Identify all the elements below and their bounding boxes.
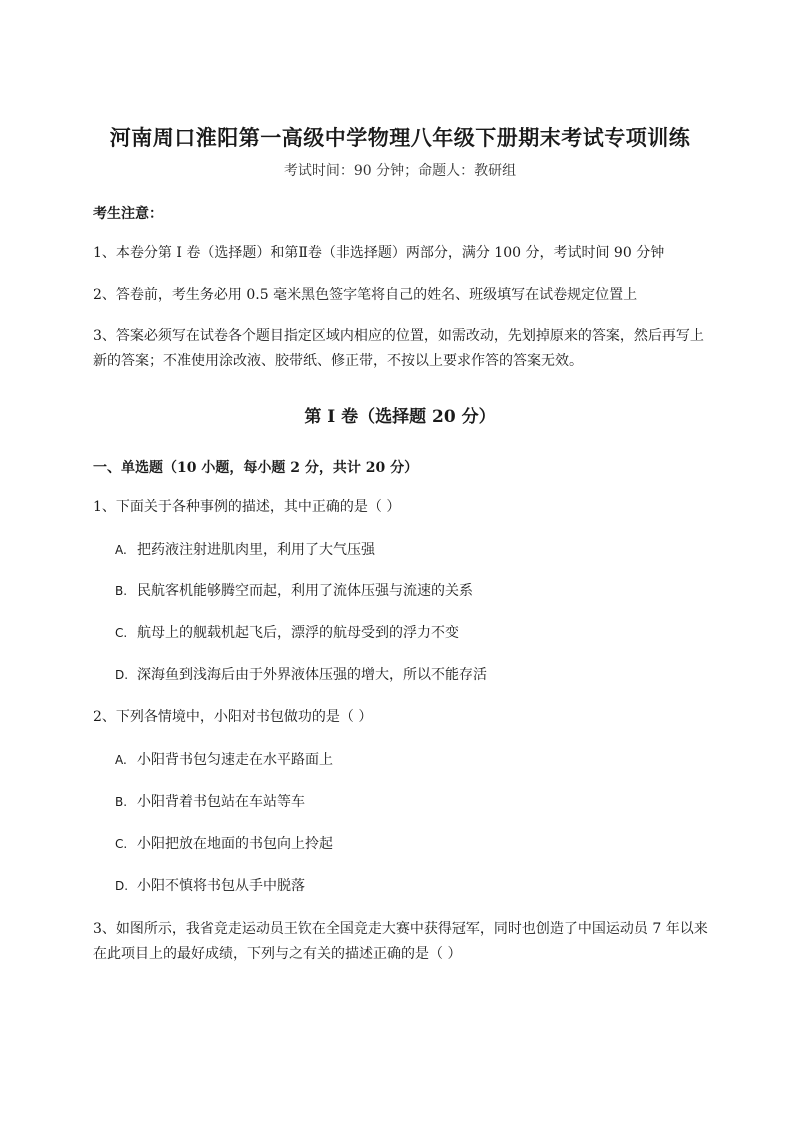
question-1-option-d [115, 665, 487, 685]
option-letter: A. [115, 543, 127, 557]
option-letter: B. [115, 795, 128, 809]
option-text: 民航客机能够腾空而起，利用了流体压强与流速的关系 [137, 583, 473, 599]
exam-subtitle: 考试时间：90 分钟；命题人：教研组 [283, 163, 517, 179]
notice-item-1: 1、本卷分第 I 卷（选择题）和第Ⅱ卷（非选择题）两部分，满分 100 分，考试时间 90 分钟 [93, 245, 665, 261]
question-2-option-d [115, 876, 305, 896]
notice-heading: 考生注意： [93, 206, 163, 222]
option-letter: C. [115, 837, 128, 851]
question-1-stem: 1、下面关于各种事例的描述，其中正确的是（ ） [93, 499, 401, 515]
option-letter: C. [115, 626, 128, 640]
question-2-option-c [115, 834, 333, 854]
option-letter: B. [115, 584, 128, 598]
notice-item-3: 3、答案必须写在试卷各个题目指定区域内相应的位置，如需改动，先划掉原来的答案，然后再写上新的答案；不准使用涂改液、胶带纸、修正带，不按以上要求作答的答案无效。 [93, 328, 704, 369]
notice-item-2: 2、答卷前，考生务必用 0.5 毫米黑色签字笔将自己的姓名、班级填写在试卷规定位置上 [93, 287, 638, 303]
page-title: 河南周口淮阳第一高级中学物理八年级下册期末考试专项训练 [109, 125, 691, 150]
option-text: 深海鱼到浅海后由于外界液体压强的增大，所以不能存活 [137, 667, 487, 683]
option-text: 小阳不慎将书包从手中脱落 [137, 878, 305, 894]
option-text: 小阳把放在地面的书包向上拎起 [137, 836, 333, 852]
option-letter: D. [115, 879, 129, 893]
section-title: 第 I 卷（选择题 20 分） [304, 407, 496, 427]
option-text: 小阳背书包匀速走在水平路面上 [137, 752, 333, 768]
option-text: 把药液注射进肌肉里，利用了大气压强 [137, 542, 375, 558]
option-letter: A. [115, 753, 127, 767]
question-1-option-b [115, 581, 473, 601]
option-letter: D. [115, 668, 129, 682]
question-2-option-b [115, 792, 305, 812]
question-2-option-a [115, 750, 333, 770]
question-2-stem: 2、下列各情境中，小阳对书包做功的是（ ） [93, 709, 373, 725]
question-3-stem: 3、如图所示，我省竞走运动员王钦在全国竞走大赛中获得冠军，同时也创造了中国运动员 7 年以来在此项目上的最好成绩，下列与之有关的描述正确的是（ ） [93, 921, 708, 962]
part-heading: 一、单选题（10 小题，每小题 2 分，共计 20 分） [93, 460, 419, 476]
question-1-option-c [115, 623, 459, 643]
option-text: 航母上的舰载机起飞后，漂浮的航母受到的浮力不变 [137, 625, 459, 641]
option-text: 小阳背着书包站在车站等车 [137, 794, 305, 810]
question-1-option-a [115, 540, 375, 560]
